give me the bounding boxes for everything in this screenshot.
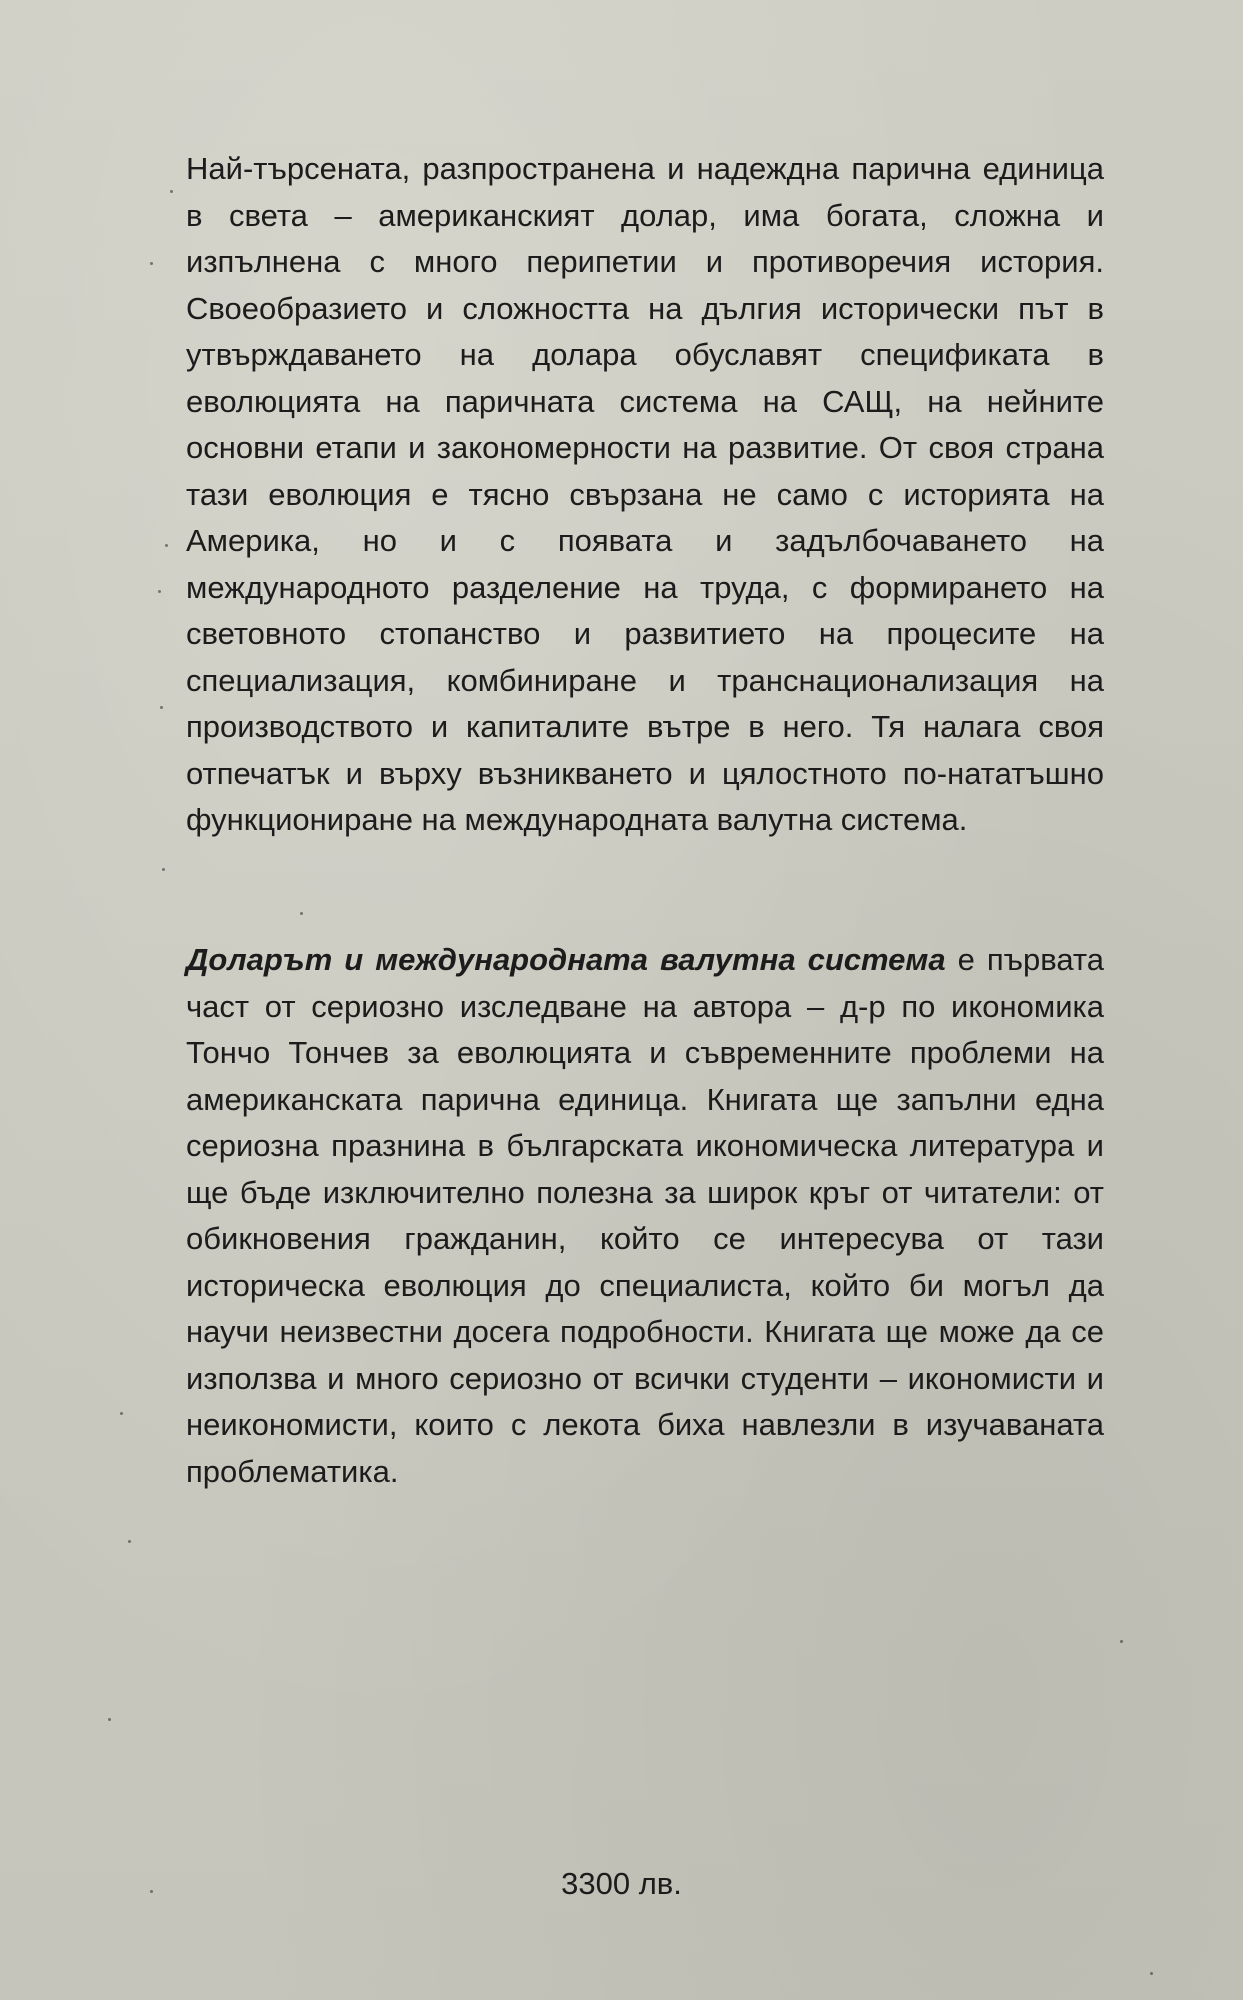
paper-speck <box>1120 1640 1123 1643</box>
paper-speck <box>150 262 153 265</box>
paper-speck <box>162 868 165 871</box>
description-paragraph-2 <box>186 937 1104 1495</box>
paper-speck <box>150 1890 153 1893</box>
paper-speck <box>160 706 163 709</box>
paper-speck <box>300 912 303 915</box>
paper-speck <box>120 1412 123 1415</box>
paper-speck <box>165 544 168 547</box>
paper-speck <box>170 190 173 193</box>
book-title-lead: Доларът и международната валутна система <box>186 942 946 977</box>
description-paragraph-2-body: е първата част от сериозно изследване на автора – д-р по икономика Тончо Тончев за еволюцията и съвременните проблеми на американската парична единица. Книгата ще запълни една сериозна празнина в българската икономическа литература и ще бъде изключително полезна за широк кръг от читатели: от обикновения гражданин, който се интересува от тази историческа еволюция до специалиста, който би могъл да научи неизвестни досега подробности. Книгата ще може да се използва и много сериозно от всички студенти – икономисти и неикономисти, които с лекота биха навлезли в изучаваната проблематика. <box>186 942 1105 1489</box>
paper-speck <box>108 1718 111 1721</box>
description-paragraph-1: Най-търсената, разпространена и надеждна парична единица в света – американският долар, има богата, сложна и изпълнена с много перипетии и противоречия история. Своеобразието и сложността на дългия исторически път в утвърждаването на долара обуславят спецификата в еволюцията на паричната система на САЩ, на нейните основни етапи и закономерности на развитие. От своя страна тази еволюция е тясно свързана не само с историята на Америка, но и с появата и задълбочаването на международното разделение на труда, с формирането на световното стопанство и развитието на процесите на специализация, комбиниране и транснационализация на производството и капиталите вътре в него. Тя налага своя отпечатък и върху възникването и цялостното по-нататъшно функциониране на международната валутна система. <box>186 151 1104 837</box>
paper-speck <box>158 590 161 593</box>
price-label: 3300 лв. <box>561 1866 682 1901</box>
paper-speck <box>128 1540 131 1543</box>
paper-speck <box>1150 1972 1153 1975</box>
